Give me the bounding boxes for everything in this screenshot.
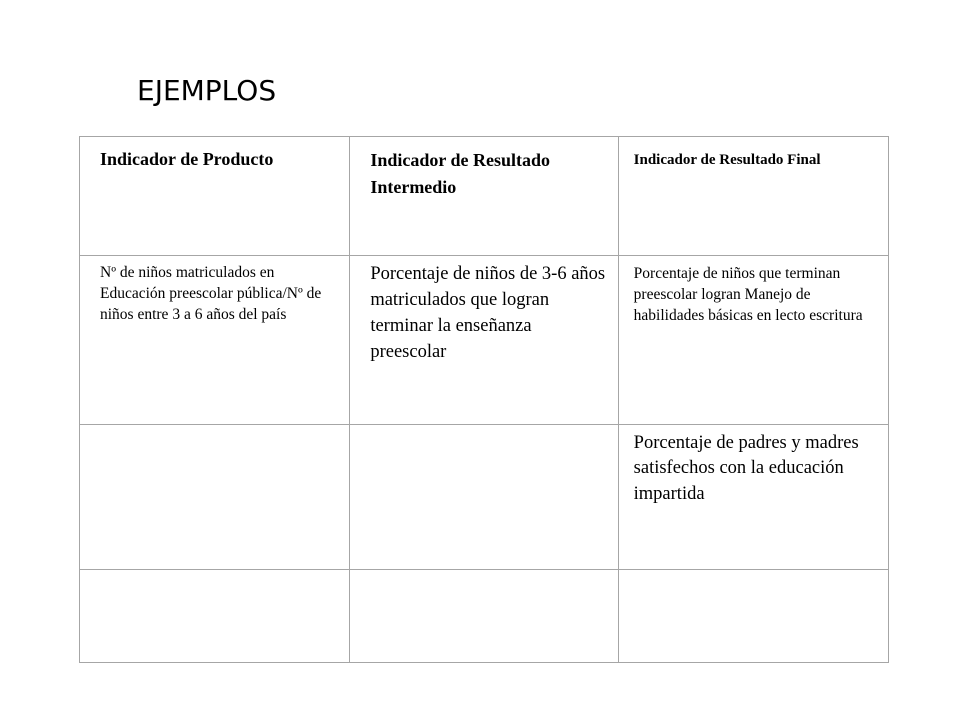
cell-text xyxy=(350,570,617,576)
table-cell xyxy=(80,256,350,425)
table-row xyxy=(80,425,889,570)
slide-title: EJEMPLOS xyxy=(137,74,277,107)
cell-text xyxy=(619,570,888,577)
header-label: Indicador de Resultado Intermedio xyxy=(370,150,551,197)
table-cell xyxy=(618,570,888,663)
cell-text: Porcentaje de niños que terminan preescolar logran Manejo de habilidades básicas en lecto escritura xyxy=(633,265,863,325)
header-cell-intermedio xyxy=(350,137,618,256)
table-header-row xyxy=(80,137,889,256)
table-cell xyxy=(350,256,618,425)
table-cell xyxy=(618,425,888,570)
indicators-table xyxy=(79,136,889,663)
header-cell-producto xyxy=(80,137,350,256)
header-label: Indicador de Resultado Final xyxy=(633,152,821,168)
cell-text xyxy=(80,425,349,431)
header-label: Indicador de Producto xyxy=(100,149,274,169)
table-cell xyxy=(80,425,350,570)
cell-text xyxy=(80,570,349,576)
cell-text: Porcentaje de padres y madres satisfechos con la educación impartida xyxy=(633,433,859,504)
table-row xyxy=(80,570,889,663)
cell-text: Porcentaje de niños de 3-6 años matriculados que logran terminar la enseñanza preescolar xyxy=(370,264,606,362)
table-cell xyxy=(80,570,350,663)
header-cell-final xyxy=(618,137,888,256)
table-cell xyxy=(350,425,618,570)
table-cell xyxy=(350,570,618,663)
cell-text: Nº de niños matriculados en Educación preescolar pública/Nº de niños entre 3 a 6 años del país xyxy=(100,264,322,324)
table-row xyxy=(80,256,889,425)
cell-text xyxy=(350,425,617,431)
table-cell xyxy=(618,256,888,425)
